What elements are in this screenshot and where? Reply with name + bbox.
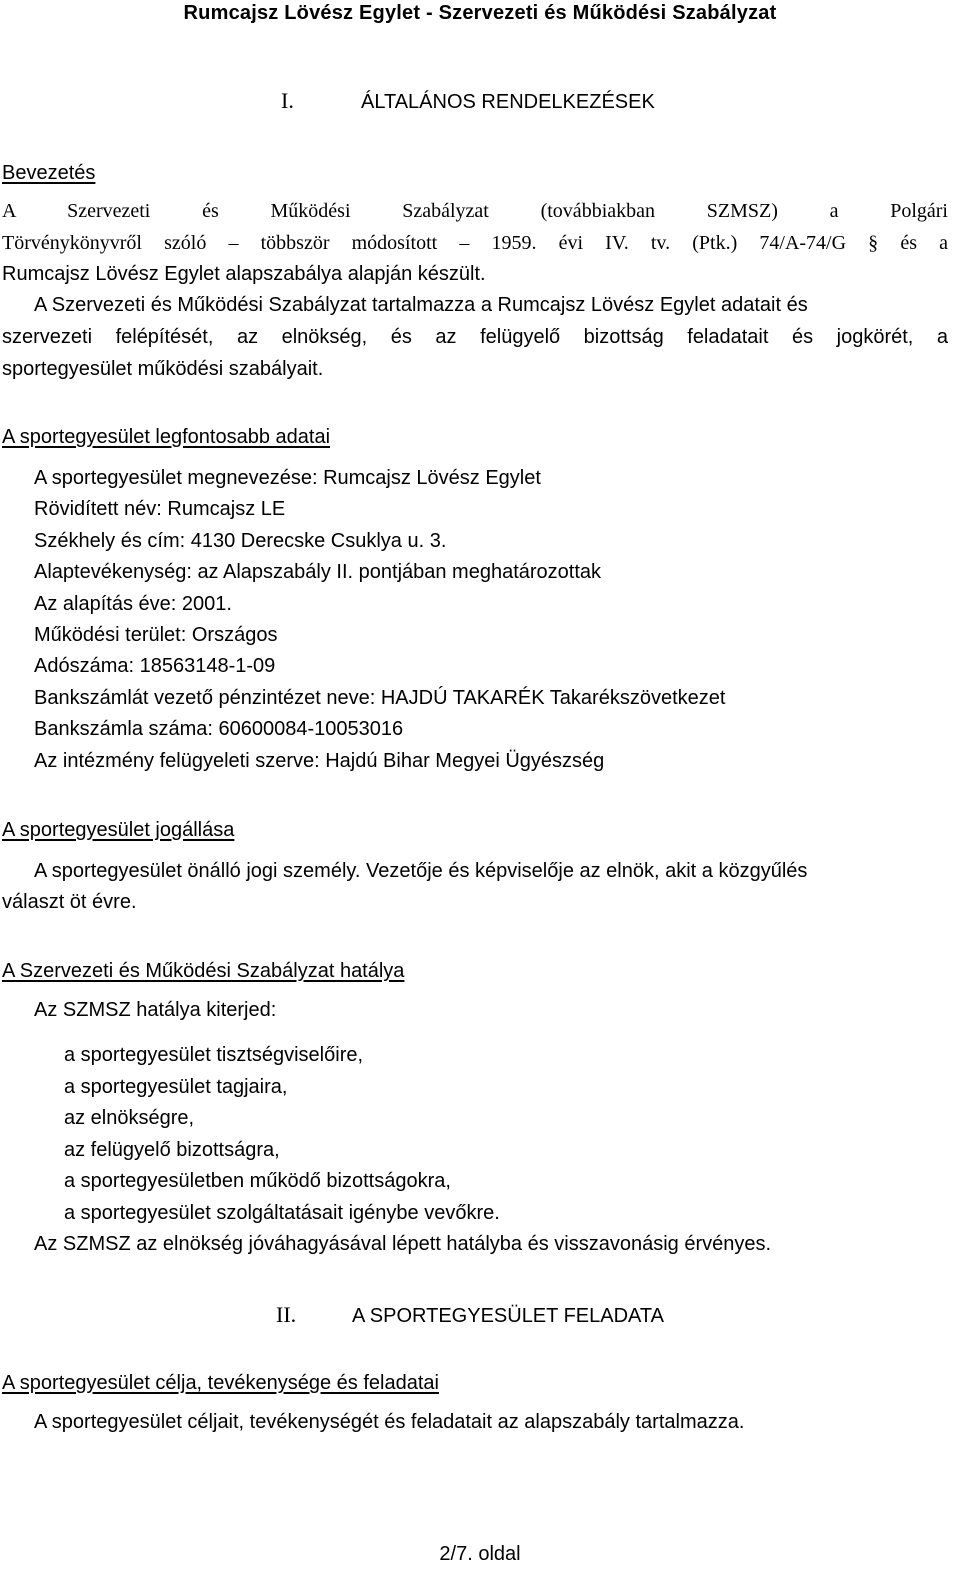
- scope-item: az felügyelő bizottságra,: [64, 1139, 280, 1161]
- scope-item: az elnökségre,: [64, 1107, 195, 1129]
- data-item: Székhely és cím: 4130 Derecske Csuklya u. 3.: [34, 530, 447, 552]
- legal-status-heading: A sportegyesület jogállása: [2, 819, 235, 841]
- goals-heading: A sportegyesület célja, tevékenysége és feladatai: [2, 1372, 439, 1394]
- scope-closing: Az SZMSZ az elnökség jóváhagyásával lépett hatályba és visszavonásig érvényes.: [34, 1233, 772, 1255]
- legal-status-line-2: választ öt évre.: [2, 891, 137, 913]
- page-header: Rumcajsz Lövész Egylet - Szervezeti és Működési Szabályzat: [183, 2, 777, 24]
- page-number: 2/7. oldal: [439, 1543, 521, 1565]
- scope-item: a sportegyesület szolgáltatásait igénybe vevőkre.: [64, 1202, 500, 1224]
- data-item: Az intézmény felügyeleti szerve: Hajdú Bihar Megyei Ügyészség: [34, 750, 605, 772]
- data-item: Alaptevékenység: az Alapszabály II. pontjában meghatározottak: [34, 561, 602, 583]
- data-item: Adószáma: 18563148-1-09: [34, 655, 276, 677]
- data-item: Rövidített név: Rumcajsz LE: [34, 498, 286, 520]
- section-2-number: II.: [276, 1302, 297, 1327]
- section-1-number: I.: [281, 88, 294, 113]
- data-item: Bankszámlát vezető pénzintézet neve: HAJDÚ TAKARÉK Takarékszövetkezet: [34, 687, 726, 709]
- intro-line-6: sportegyesület működési szabályait.: [2, 358, 324, 380]
- section-1-title: ÁLTALÁNOS RENDELKEZÉSEK: [361, 91, 655, 113]
- intro-line-4: A Szervezeti és Működési Szabályzat tartalmazza a Rumcajsz Lövész Egylet adatait és: [34, 294, 808, 316]
- section-2-title: A SPORTEGYESÜLET FELADATA: [352, 1305, 664, 1327]
- scope-item: a sportegyesület tagjaira,: [64, 1076, 288, 1098]
- data-item: Az alapítás éve: 2001.: [34, 593, 232, 615]
- legal-status-line-1: A sportegyesület önálló jogi személy. Vezetője és képviselője az elnök, akit a közgyűlés: [34, 860, 808, 882]
- data-item: A sportegyesület megnevezése: Rumcajsz Lövész Egylet: [34, 467, 541, 489]
- intro-line-2: Törvénykönyvről szóló – többször módosított – 1959. évi IV. tv. (Ptk.) 74/A-74/G § és a: [2, 232, 948, 254]
- scope-heading: A Szervezeti és Működési Szabályzat hatálya: [2, 960, 405, 982]
- goals-line: A sportegyesület céljait, tevékenységét és feladatait az alapszabály tartalmazza.: [34, 1411, 745, 1433]
- intro-line-3: Rumcajsz Lövész Egylet alapszabálya alapján készült.: [2, 263, 486, 285]
- intro-line-1: A Szervezeti és Működési Szabályzat (továbbiakban SZMSZ) a Polgári: [2, 200, 948, 222]
- data-item: Működési terület: Országos: [34, 624, 278, 646]
- intro-heading: Bevezetés: [2, 162, 96, 184]
- intro-line-5: szervezeti felépítését, az elnökség, és az felügyelő bizottság feladatait és jogkörét, a: [2, 326, 948, 348]
- scope-intro: Az SZMSZ hatálya kiterjed:: [34, 999, 277, 1021]
- scope-item: a sportegyesületben működő bizottságokra,: [64, 1170, 451, 1192]
- data-heading: A sportegyesület legfontosabb adatai: [2, 426, 331, 448]
- data-item: Bankszámla száma: 60600084-10053016: [34, 718, 404, 740]
- scope-item: a sportegyesület tisztségviselőire,: [64, 1044, 364, 1066]
